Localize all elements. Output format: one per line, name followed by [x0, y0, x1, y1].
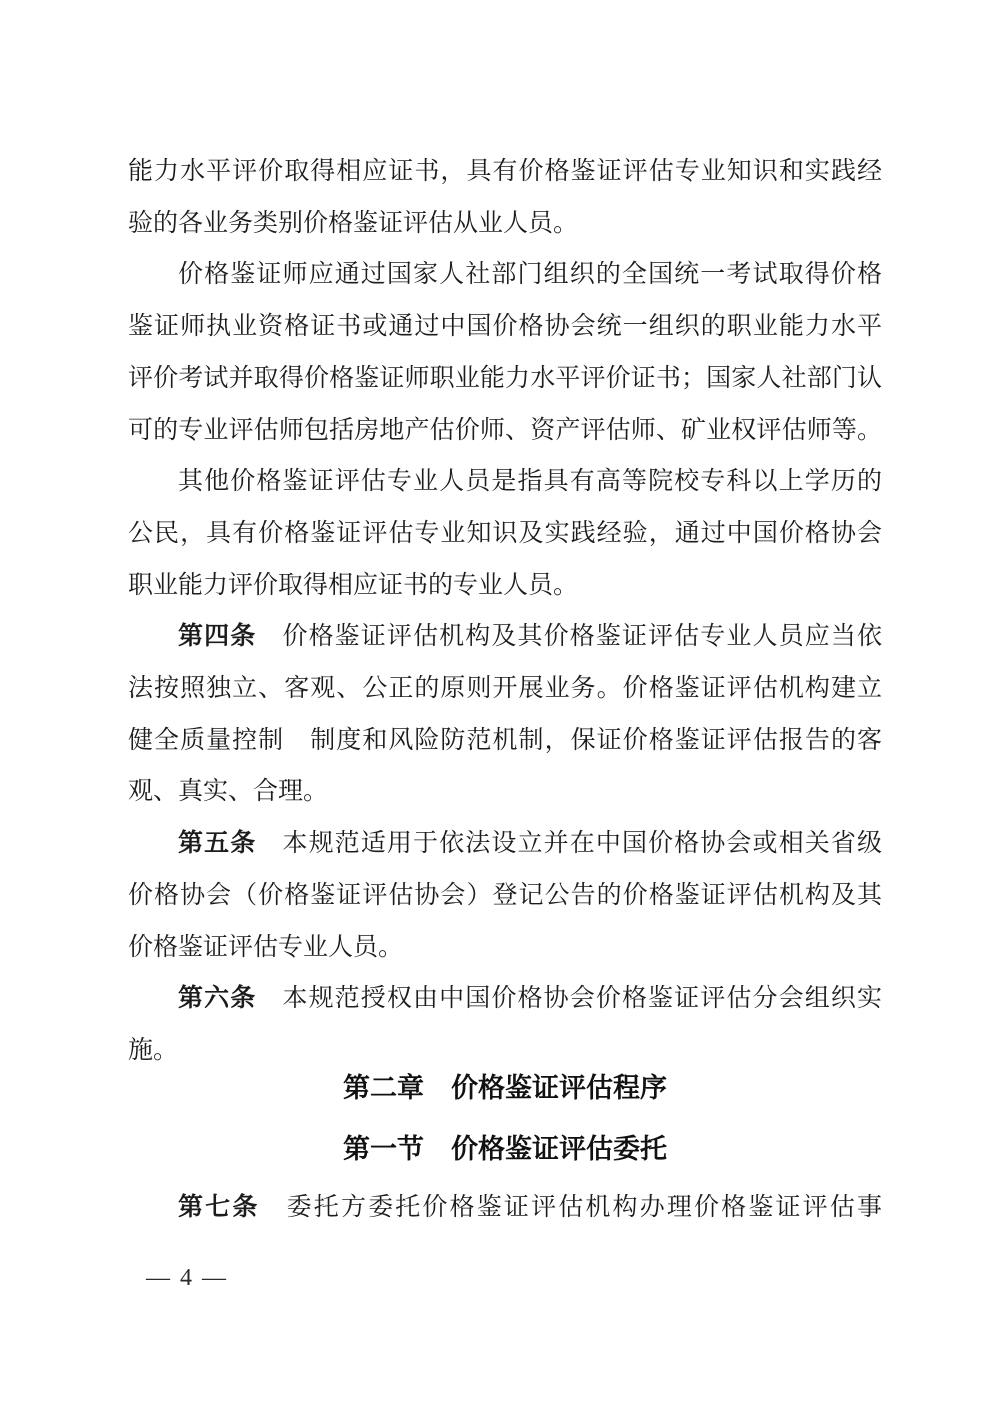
document-body — [128, 146, 882, 1234]
chapter-heading: 第二章 价格鉴证评估程序 — [343, 1072, 667, 1103]
paragraph — [128, 456, 882, 611]
text-line: 能力水平评价取得相应证书，具有价格鉴证评估专业知识和实践经 — [128, 158, 882, 185]
text-line: 鉴证师执业资格证书或通过中国价格协会统一组织的职业能力水平 — [128, 313, 882, 341]
text-line: 法按照独立、客观、公正的原则开展业务。价格鉴证评估机构建立 — [128, 675, 882, 703]
text-line — [128, 973, 882, 1025]
text-line: 施。 — [128, 1036, 179, 1064]
text-run: 本规范适用于依法设立并在中国价格协会或相关省级 — [256, 830, 882, 858]
paragraph — [128, 973, 882, 1076]
paragraph — [128, 1182, 882, 1234]
text-line — [128, 1182, 882, 1234]
paragraph — [128, 818, 882, 973]
page-number: — 4 — — [146, 1265, 228, 1291]
article-number: 第五条 — [178, 829, 257, 858]
section-heading: 第一节 价格鉴证评估委托 — [343, 1134, 667, 1165]
text-line: 健全质量控制 制度和风险防范机制，保证价格鉴证评估报告的客 — [128, 726, 882, 754]
text-line: 职业能力评价取得相应证书的专业人员。 — [128, 571, 579, 599]
text-line: 价格鉴证评估专业人员。 — [128, 933, 404, 961]
text-line — [128, 611, 882, 663]
text-line: 公民，具有价格鉴证评估专业知识及实践经验，通过中国价格协会 — [128, 519, 882, 547]
text-line: 价格协会（价格鉴证评估协会）登记公告的价格鉴证评估机构及其 — [128, 881, 882, 909]
text-line: 可的专业评估师包括房地产估价师、资产评估师、矿业权评估师等。 — [128, 416, 882, 444]
text-line — [128, 818, 882, 870]
paragraph — [128, 146, 882, 249]
text-line: 观、真实、合理。 — [128, 778, 329, 806]
text-run: 价格鉴证评估机构及其价格鉴证评估专业人员应当依 — [256, 623, 882, 651]
text-line: 价格鉴证师应通过国家人社部门组织的全国统一考试取得价格 — [178, 261, 882, 289]
text-run: 本规范授权由中国价格协会价格鉴证评估分会组织实 — [256, 985, 882, 1013]
text-line: 其他价格鉴证评估专业人员是指具有高等院校专科以上学历的 — [178, 468, 882, 496]
article-number: 第四条 — [178, 622, 257, 651]
paragraph — [128, 249, 882, 456]
text-line: 验的各业务类别价格鉴证评估从业人员。 — [128, 209, 579, 237]
text-line: 评价考试并取得价格鉴证师职业能力水平评价证书；国家人社部门认 — [128, 364, 882, 392]
text-run: 委托方委托价格鉴证评估机构办理价格鉴证评估事 — [259, 1194, 882, 1222]
paragraph — [128, 611, 882, 818]
article-number: 第六条 — [178, 984, 257, 1013]
article-number: 第七条 — [178, 1193, 260, 1222]
